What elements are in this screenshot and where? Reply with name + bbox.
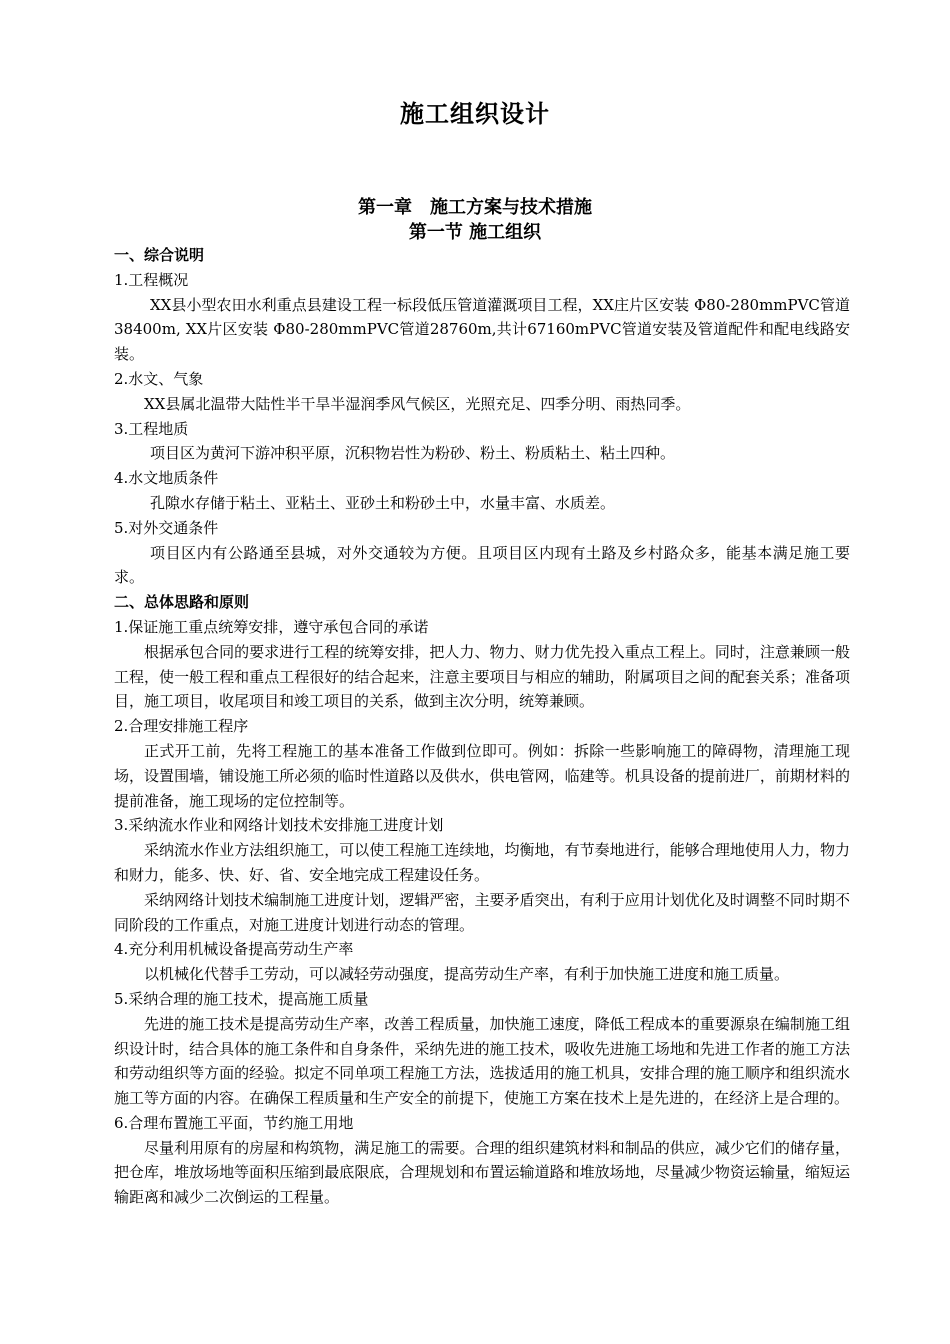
paragraph: XX县属北温带大陆性半干旱半湿润季风气候区，光照充足、四季分明、雨热同季。 — [144, 394, 691, 413]
paragraph: 项目区内有公路通至县城，对外交通较为方便。且项目区内现有土路及乡村路众多，能基本满足施工要求。 — [114, 543, 850, 587]
item-title: 4.水文地质条件 — [114, 469, 219, 488]
paragraph: XX县小型农田水利重点县建设工程一标段低压管道灌溉项目工程，XX庄片区安装 Φ80-280mmPVC管道38400m, XX片区安装 Φ80-280mmPVC管道28760m,共计67160mPVC管道安装及管道配件和配电线路安装。 — [114, 295, 850, 364]
document-body — [114, 243, 850, 1210]
item-title: 1.工程概况 — [114, 270, 189, 289]
item-title: 4.充分利用机械设备提高劳动生产率 — [114, 940, 354, 959]
item-title: 5.采纳合理的施工技术，提高施工质量 — [114, 989, 369, 1008]
paragraph: 项目区为黄河下游冲积平原，沉积物岩性为粉砂、粉土、粉质粘土、粘土四种。 — [150, 444, 676, 463]
heading-general-description: 一、综合说明 — [114, 246, 205, 264]
item-title: 6.合理布置施工平面，节约施工用地 — [114, 1113, 354, 1132]
item-title: 2.合理安排施工程序 — [114, 717, 249, 736]
item-title: 5.对外交通条件 — [114, 518, 219, 537]
paragraph: 先进的施工技术是提高劳动生产率，改善工程质量，加快施工速度，降低工程成本的重要源泉在编制施工组织设计时，结合具体的施工条件和自身条件，采纳先进的施工技术，吸收先进施工场地和先进工作者的施工方法和劳动组织等方面的经验。拟定不同单项工程施工方法，选拔适用的施工机具，安排合理的施工顺序和组织流水施工等方面的内容。在确保工程质量和生产安全的前提下，使施工方案在技术上是先进的，在经济上是合理的。 — [114, 1014, 850, 1108]
document-title: 施工组织设计 — [400, 99, 550, 128]
item-title: 2.水文、气象 — [114, 369, 204, 388]
paragraph: 尽量利用原有的房屋和构筑物，满足施工的需要。合理的组织建筑材料和制品的供应，减少它们的储存量，把仓库，堆放场地等面积压缩到最底限底，合理规划和布置运输道路和堆放场地，尽量减少物资运输量，缩短运输距离和减少二次倒运的工程量。 — [114, 1138, 850, 1207]
paragraph: 孔隙水存储于粘土、亚粘土、亚砂土和粉砂土中，水量丰富、水质差。 — [150, 493, 616, 512]
paragraph: 采纳网络计划技术编制施工进度计划，逻辑严密，主要矛盾突出，有利于应用计划优化及时调整不同时期不同阶段的工作重点，对施工进度计划进行动态的管理。 — [114, 890, 850, 934]
paragraph: 正式开工前，先将工程施工的基本准备工作做到位即可。例如：拆除一些影响施工的障碍物，清理施工现场，设置围墙，铺设施工所必须的临时性道路以及供水，供电管网，临建等。机具设备的提前进厂，前期材料的提前准备，施工现场的定位控制等。 — [114, 741, 850, 810]
chapter-heading: 第一章 施工方案与技术措施 — [358, 197, 592, 218]
paragraph: 根据承包合同的要求进行工程的统筹安排，把人力、物力、财力优先投入重点工程上。同时，注意兼顾一般工程，使一般工程和重点工程很好的结合起来，注意主要项目与相应的辅助，附属项目之间的配套关系；准备项目，施工项目，收尾项目和竣工项目的关系，做到主次分明，统筹兼顾。 — [114, 642, 850, 711]
paragraph: 以机械化代替手工劳动，可以减轻劳动强度，提高劳动生产率，有利于加快施工进度和施工质量。 — [144, 965, 790, 984]
item-title: 1.保证施工重点统筹安排，遵守承包合同的承诺 — [114, 617, 429, 636]
heading-overall-principles: 二、总体思路和原则 — [114, 593, 250, 612]
item-title: 3.工程地质 — [114, 419, 189, 438]
paragraph: 采纳流水作业方法组织施工，可以使工程施工连续地，均衡地，有节奏地进行，能够合理地使用人力，物力和财力，能多、快、好、省、安全地完成工程建设任务。 — [114, 841, 850, 884]
section-heading: 第一节 施工组织 — [408, 222, 542, 243]
item-title: 3.采纳流水作业和网络计划技术安排施工进度计划 — [114, 816, 444, 835]
